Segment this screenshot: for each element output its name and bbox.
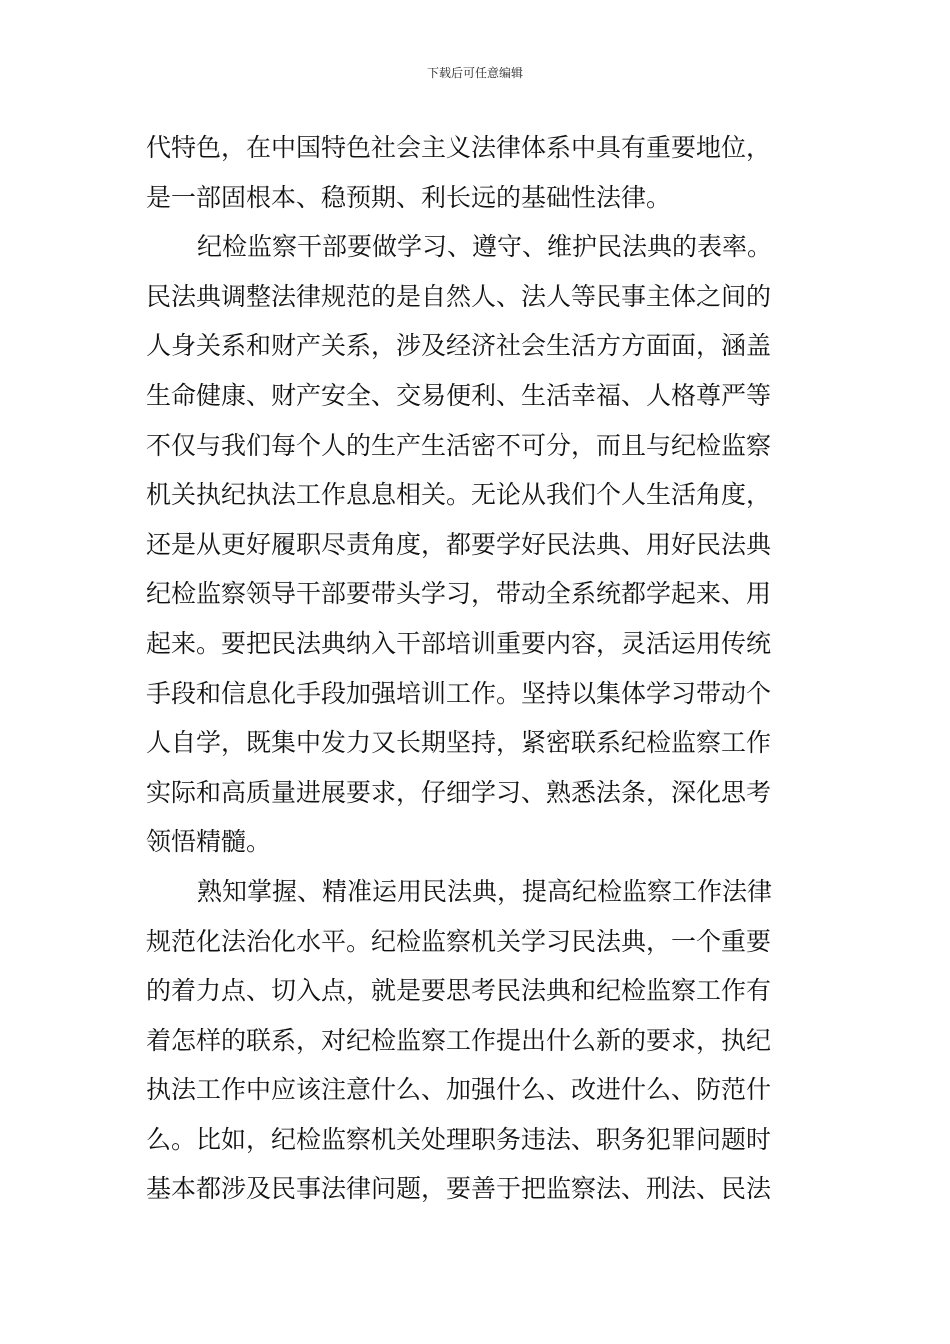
text-line: 领悟精髓。 — [146, 827, 272, 857]
text-line: 人身关系和财产关系，涉及经济社会生活方方面面，涵盖 — [146, 331, 772, 361]
text-line: 么。比如，纪检监察机关处理职务违法、职务犯罪问题时 — [146, 1124, 772, 1154]
text-line: 不仅与我们每个人的生产生活密不可分，而且与纪检监察 — [146, 430, 772, 460]
text-line: 代特色，在中国特色社会主义法律体系中具有重要地位， — [146, 133, 772, 162]
text-line: 民法典调整法律规范的是自然人、法人等民事主体之间的 — [146, 281, 772, 311]
page-header: 下载后可任意编辑 — [426, 66, 523, 80]
text-line: 机关执纪执法工作息息相关。无论从我们个人生活角度， — [146, 480, 772, 510]
text-line: 实际和高质量进展要求，仔细学习、熟悉法条，深化思考 — [146, 777, 772, 807]
text-line: 生命健康、财产安全、交易便利、生活幸福、人格尊严等 — [146, 380, 772, 410]
text-line: 执法工作中应该注意什么、加强什么、改进什么、防范什 — [146, 1075, 772, 1105]
text-line: 基本都涉及民事法律问题，要善于把监察法、刑法、民法 — [146, 1174, 772, 1204]
text-line: 起来。要把民法典纳入干部培训重要内容，灵活运用传统 — [146, 628, 772, 658]
text-line: 规范化法治化水平。纪检监察机关学习民法典，一个重要 — [146, 926, 772, 956]
paragraph-start-line: 熟知掌握、精准运用民法典，提高纪检监察工作法律 — [197, 876, 773, 906]
text-line: 纪检监察领导干部要带头学习，带动全系统都学起来、用 — [146, 579, 772, 609]
text-line: 人自学，既集中发力又长期坚持，紧密联系纪检监察工作 — [146, 728, 772, 758]
paragraph-start-line: 纪检监察干部要做学习、遵守、维护民法典的表率。 — [197, 232, 773, 262]
text-line: 着怎样的联系，对纪检监察工作提出什么新的要求，执纪 — [146, 1025, 772, 1055]
text-line: 的着力点、切入点，就是要思考民法典和纪检监察工作有 — [146, 976, 772, 1006]
text-line: 手段和信息化手段加强培训工作。坚持以集体学习带动个 — [146, 678, 772, 708]
text-line: 还是从更好履职尽责角度，都要学好民法典、用好民法典 — [146, 529, 772, 559]
body-text — [146, 123, 808, 1214]
text-line: 是一部固根本、稳预期、利长远的基础性法律。 — [146, 182, 672, 212]
